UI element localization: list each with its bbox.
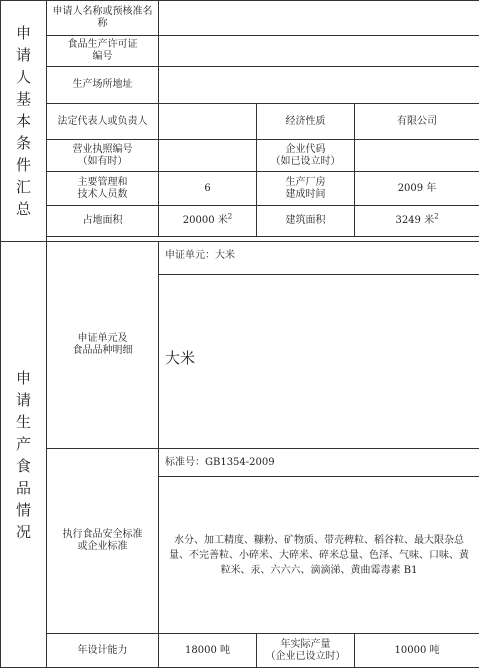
address-value[interactable] [159,67,479,104]
row-biz-license [1,140,479,172]
applicant-name-value[interactable] [159,1,479,36]
actual-output-label: 年实际产量 （企业已设立时） [257,634,355,668]
row-applicant-name [1,1,479,36]
category-value: 大米 [159,275,479,449]
row-areas [1,206,479,237]
unit-label: 申证单元及 食品品种明细 [47,242,159,449]
license-no-value[interactable] [159,36,479,67]
legal-rep-value[interactable] [159,104,257,140]
design-capacity-value: 18000 吨 [159,634,257,668]
land-area-value: 20000 米$^2$ [159,206,257,237]
legal-rep-label: 法定代表人或负责人 [47,104,159,140]
standard-label: 执行食品安全标准 或企业标准 [47,449,159,634]
row-legal-rep [1,104,479,140]
basic-section-title: 申 请 人 基 本 条 件 汇 总 [1,1,47,242]
row-unit-header [1,242,479,275]
row-address [1,67,479,104]
address-label: 生产场所地址 [47,67,159,104]
org-code-label: 企业代码 （如已设立时） [257,140,355,172]
license-no-label: 食品生产许可证 编号 [47,36,159,67]
unit-value: 申证单元：大米 [159,242,479,275]
factory-value: 2009 年 [355,172,479,206]
econ-nature-label: 经济性质 [257,104,355,140]
applicant-name-label: 申请人名称或预核准名称 [47,1,159,36]
factory-label: 生产厂房 建成时间 [257,172,355,206]
row-staff [1,172,479,206]
build-area-label: 建筑面积 [257,206,355,237]
biz-license-value[interactable] [159,140,257,172]
row-capacity [1,634,479,668]
inspection-items-text: 水分、加工精度、糠粉、矿物质、带壳稗粒、稻谷粒、最大限杂总量、不完善粒、小碎米、大碎米、碎米总量、色泽、气味、口味、黄粒米、汞、六六六、滴滴涕、黄曲霉毒素 B1 [159,477,479,634]
standard-value: 标准号：GB1354-2009 [159,449,479,477]
row-license-no [1,36,479,67]
design-capacity-label: 年设计能力 [47,634,159,668]
org-code-value[interactable] [355,140,479,172]
food-section-title: 申 请 生 产 食 品 情 况 [1,242,47,668]
land-area-label: 占地面积 [47,206,159,237]
build-area-value: 3249 米$^2$ [355,206,479,237]
staff-value: 6 [159,172,257,206]
biz-license-label: 营业执照编号 （如有时） [47,140,159,172]
econ-nature-value: 有限公司 [355,104,479,140]
actual-output-value: 10000 吨 [355,634,479,668]
staff-label: 主要管理和 技术人员数 [47,172,159,206]
row-standard-no [1,449,479,477]
